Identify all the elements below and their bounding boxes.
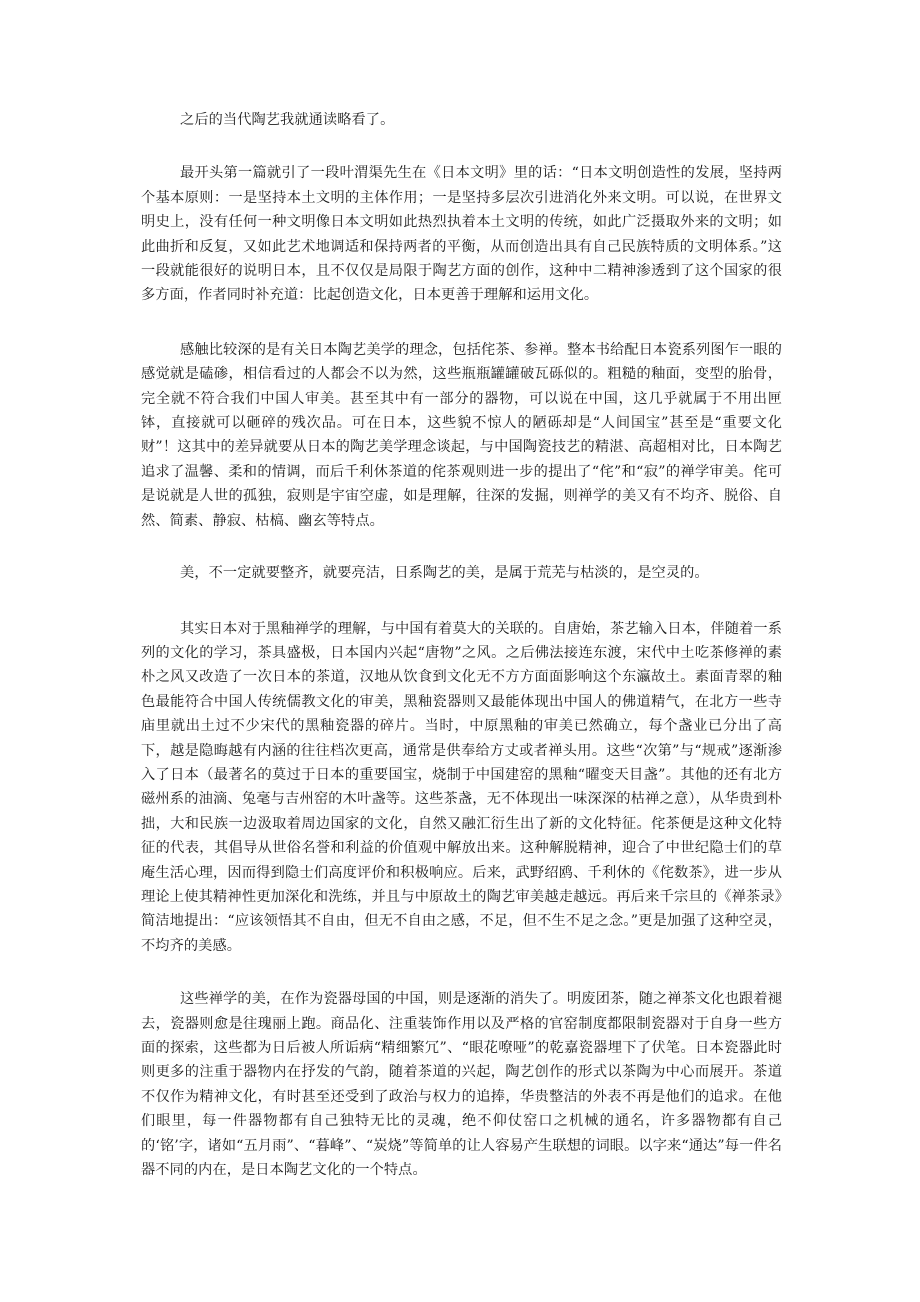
paragraph-4: 美，不一定就要整齐，就要亮洁，日系陶艺的美，是属于荒芜与枯淡的，是空灵的。 bbox=[180, 565, 709, 582]
paragraph-2: 最开头第一篇就引了一段叶渭渠先生在《日本文明》里的话：“日本文明创造性的发展，坚持两个基本原则：一是坚持本土文明的主体作用；一是坚持多层次引进消化外来文明。可以说，在世界文明史上，没有任何一种文明像日本文明如此热烈执着本土文明的传统，如此广泛摄取外来的文明；如此曲折和反复，又如此艺术地调适和保持两者的平衡，从而创造出具有自己民族特质的文明体系。”这一段就能很好的说明日本，且不仅仅是局限于陶艺方面的创作，这种中二精神渗透到了这个国家的很多方面，作者同时补充道：比起创造文化，日本更善于理解和运用文化。 bbox=[141, 165, 782, 304]
paragraph-5: 其实日本对于黑釉禅学的理解，与中国有着莫大的关联的。自唐始，茶艺输入日本，伴随着一系列的文化的学习，茶具盛极，日本国内兴起“唐物”之风。之后佛法接连东渡，宋代中土吃茶修禅的素朴之风又改造了一次日本的茶道，汉地从饮食到文化无不方方面面影响这个东瀛故土。素面青翠的釉色最能符合中国人传统儒教文化的审美，黑釉瓷器则又最能体现出中国人的佛道精气，在北方一些寺庙里就出土过不少宋代的黑釉瓷器的碎片。当时，中原黑釉的审美已然确立，每个盏业已分出了高下，越是隐晦越有内涵的往往档次更高，通常是供奉给方丈或者禅头用。这些“次第”与“规戒”逐渐渗入了日本（最著名的莫过于日本的重要国宝，烧制于中国建窑的黑釉“曜变天目盏”。其他的还有北方磁州系的油滴、兔毫与吉州窑的木叶盏等。这些茶盏，无不体现出一味深深的枯禅之意），从华贵到朴拙，大和民族一边汲取着周边国家的文化，自然又融汇衍生出了新的文化特征。侘茶便是这种文化特征的代表，其倡导从世俗名誉和利益的价值观中解放出来。这种解脱精神，迎合了中世纪隐士们的草庵生活心理，因而得到隐士们高度评价和积极响应。后来，武野绍鸥、千利休的《侘数茶》，进一步从理论上使其精神性更加深化和洗练，并且与中原故土的陶艺审美越走越远。再后来千宗旦的《禅茶录》简洁地提出：“应该领悟其不自由，但无不自由之感，不足，但不生不足之念。”更是加强了这种空灵，不均齐的美感。 bbox=[141, 620, 782, 954]
paragraph-1: 之后的当代陶艺我就通读略看了。 bbox=[180, 112, 395, 128]
paragraph-3: 感触比较深的是有关日本陶艺美学的理念，包括侘茶、参禅。整本书给配日本瓷系列图乍一眼的感觉就是磕碜，相信看过的人都会不以为然，这些瓶瓶罐罐破瓦砾似的。粗糙的釉面，变型的胎骨，完全就不符合我们中国人审美。甚至其中有一部分的器物，可以说在中国，这几乎就属于不用出匣钵，直接就可以砸碎的残次品。可在日本，这些貌不惊人的陋砾却是“人间国宝”甚至是“重要文化财”！这其中的差异就要从日本的陶艺美学理念谈起，与中国陶瓷技艺的精湛、高超相对比，日本陶艺追求了温馨、柔和的情调，而后千利休茶道的侘茶观则进一步的提出了“侘”和“寂”的禅学审美。侘可是说就是人世的孤独，寂则是宇宙空虚，如是理解，往深的发掘，则禅学的美又有不均齐、脱俗、自然、简素、静寂、枯槁、幽玄等特点。 bbox=[141, 341, 782, 529]
document-body bbox=[141, 108, 782, 1182]
paragraph-6: 这些禅学的美，在作为瓷器母国的中国，则是逐渐的消失了。明废团茶，随之禅茶文化也跟着褪去，瓷器则愈是往瑰丽上跑。商品化、注重装饰作用以及严格的官窑制度都限制瓷器对于自身一些方面的探索，这些都为日后被人所诟病“精细繁冗”、“眼花嘹哑”的乾嘉瓷器埋下了伏笔。日本瓷器此时则更多的注重于器物内在抒发的气韵，随着茶道的兴起，陶艺创作的形式以茶陶为中心而展开。茶道不仅作为精神文化，有时甚至还受到了政治与权力的追捧，华贵整洁的外表不再是他们的追求。在他们眼里，每一件器物都有自己独特无比的灵魂，绝不仰仗窑口之机械的通名，许多器物都有自己的‘铭’字，诸如“五月雨”、“暮峰”、“炭烧”等简单的让人容易产生联想的词眼。以字来“通达”每一件名器不同的内在，是日本陶艺文化的一个特点。 bbox=[141, 991, 782, 1179]
